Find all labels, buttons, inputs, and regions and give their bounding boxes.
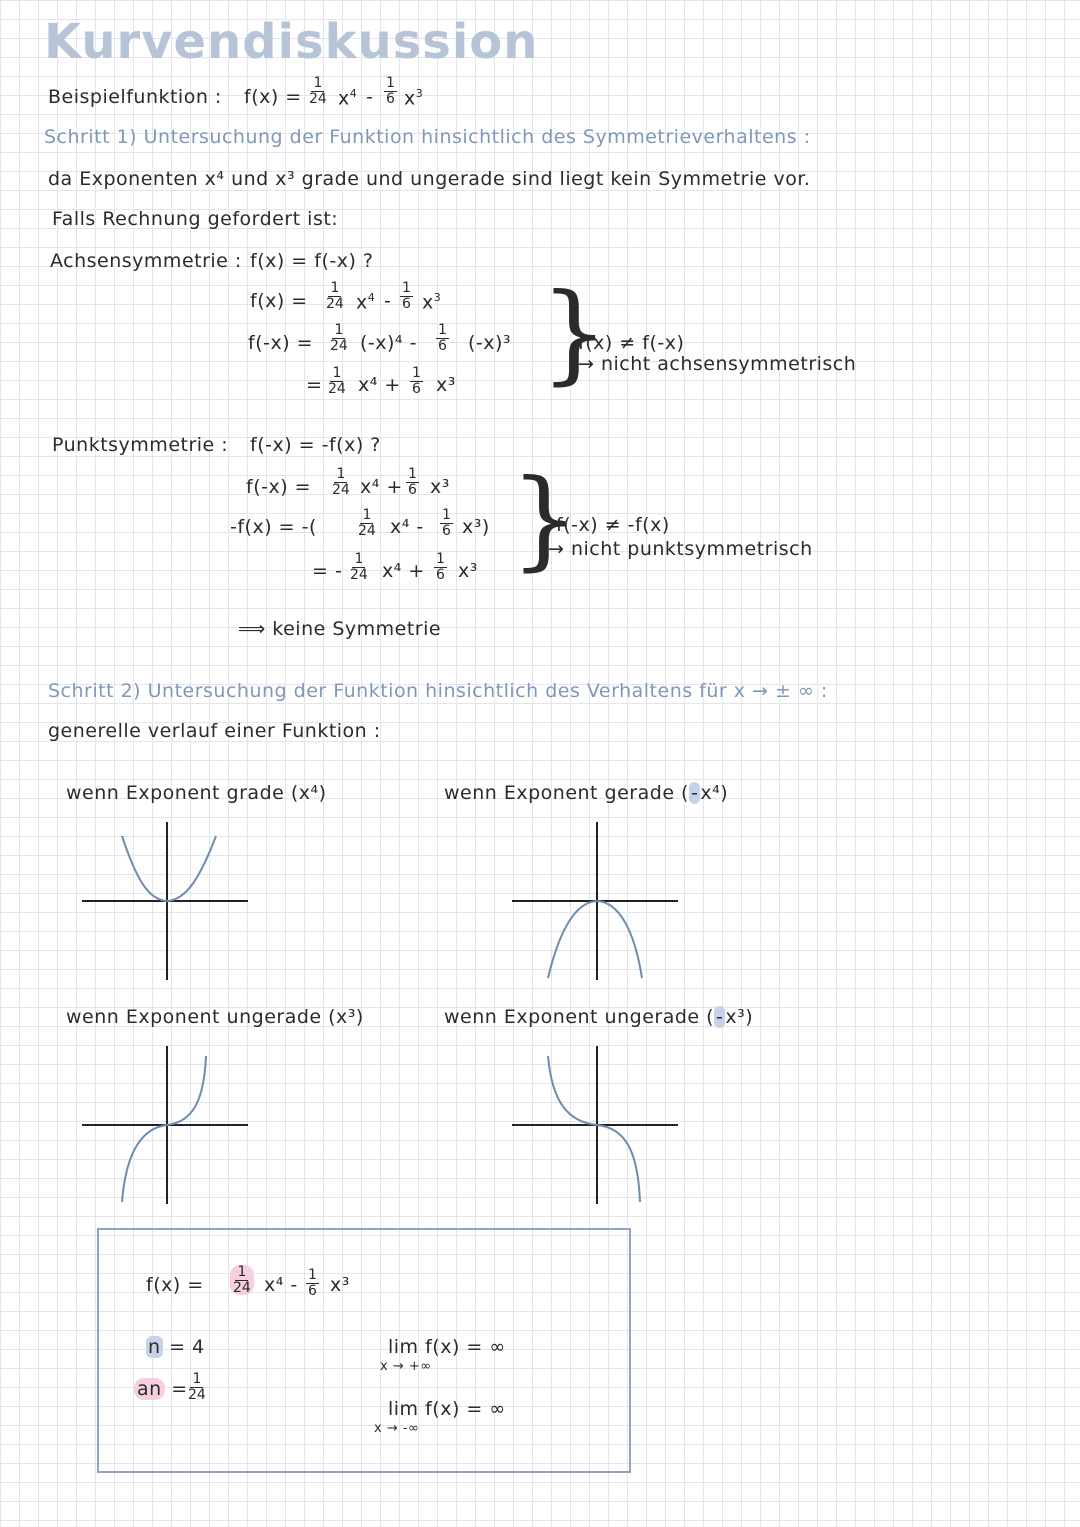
- point-line1-term-b: x³: [430, 476, 450, 498]
- point-line1-term-a: x⁴ +: [360, 476, 403, 498]
- point-sym-label: Punktsymmetrie :: [52, 434, 229, 456]
- axis-line1-lhs: f(x) =: [250, 290, 308, 312]
- point-line2-frac-b: $\frac{1}{6}$: [442, 507, 451, 539]
- point-brace-icon: }: [510, 457, 579, 582]
- point-line3-frac-a: $\frac{1}{24}$: [350, 551, 368, 583]
- box-an-frac: $\frac{1}{24}$: [188, 1371, 206, 1403]
- box-lhs: f(x) =: [146, 1274, 204, 1296]
- point-line3-term-b: x³: [458, 560, 478, 582]
- example-frac-2: $\frac{1}{6}$: [386, 75, 395, 107]
- axis-result-2: → nicht achsensymmetrisch: [578, 353, 857, 375]
- box-lim-plus-sub: x → +∞: [380, 1359, 432, 1374]
- graph4-label: wenn Exponent ungerade ( - x³): [444, 1006, 754, 1028]
- axis-line2-term-b: (-x)³: [468, 332, 512, 354]
- page-title: Kurvendiskussion: [44, 14, 539, 70]
- graph4-odd-negative: [508, 1042, 682, 1208]
- point-line2-frac-a: $\frac{1}{24}$: [358, 507, 376, 539]
- axis-line1-term-b: $x^3$: [422, 291, 442, 314]
- axis-line3-term-a: x⁴ +: [358, 374, 401, 396]
- axis-line2-frac-a: $\frac{1}{24}$: [330, 322, 348, 354]
- box-lim-plus: lim f(x) = ∞: [388, 1336, 506, 1358]
- point-line2-lhs: -f(x) = -(: [230, 516, 317, 538]
- graph2-even-negative: [508, 818, 682, 984]
- axis-line3-frac-a: $\frac{1}{24}$: [328, 365, 346, 397]
- axis-line1-frac-b: $\frac{1}{6}$: [402, 280, 411, 312]
- graph1-label: wenn Exponent grade (x⁴): [66, 782, 327, 804]
- point-line1-frac-b: $\frac{1}{6}$: [408, 466, 417, 498]
- point-line3-frac-b: $\frac{1}{6}$: [436, 551, 445, 583]
- point-line2-term-a: x⁴ -: [390, 516, 424, 538]
- box-term-a: x⁴ -: [264, 1274, 298, 1296]
- point-line3-term-a: x⁴ +: [382, 560, 425, 582]
- graph2-label: wenn Exponent gerade ( - x⁴): [444, 782, 729, 804]
- example-term-1: $x^4$: [338, 87, 358, 110]
- axis-result-1: f(x) ≠ f(-x): [578, 332, 685, 354]
- point-line1-lhs: f(-x) =: [246, 476, 312, 498]
- point-result-2: → nicht punktsymmetrisch: [548, 538, 813, 560]
- box-lim-minus-sub: x → -∞: [374, 1421, 420, 1436]
- step2-heading: Schritt 2) Untersuchung der Funktion hinsichtlich des Verhaltens für x → ± ∞ :: [48, 680, 828, 702]
- point-line1-frac-a: $\frac{1}{24}$: [332, 466, 350, 498]
- box-frac-b: $\frac{1}{6}$: [308, 1267, 317, 1299]
- axis-line2-term-a: (-x)⁴ -: [360, 332, 417, 354]
- axis-line1-term-a: $x^4$: [356, 291, 376, 314]
- step1-line2: Falls Rechnung gefordert ist:: [52, 208, 339, 230]
- point-sym-test: f(-x) = -f(x) ?: [250, 434, 381, 456]
- graph3-label: wenn Exponent ungerade (x³): [66, 1006, 364, 1028]
- example-frac-1: $\frac{1}{24}$: [309, 75, 327, 107]
- axis-brace-icon: }: [540, 271, 609, 396]
- axis-sym-label: Achsensymmetrie :: [50, 250, 242, 272]
- axis-line2-lhs: f(-x) =: [248, 332, 314, 354]
- box-frac-highlight: $\frac{1}{24}$: [230, 1265, 254, 1295]
- example-minus: -: [366, 86, 374, 108]
- point-line3-lhs: = -: [312, 560, 343, 582]
- point-line2-term-b: x³): [462, 516, 490, 538]
- box-n: n = 4: [148, 1336, 205, 1358]
- step1-heading: Schritt 1) Untersuchung der Funktion hinsichtlich des Symmetrieverhaltens :: [44, 126, 811, 148]
- example-lhs: f(x) =: [244, 86, 302, 108]
- box-an: an =: [134, 1380, 188, 1399]
- axis-line1-frac-a: $\frac{1}{24}$: [326, 280, 344, 312]
- point-result-1: f(-x) ≠ -f(x): [556, 514, 670, 536]
- box-lim-minus: lim f(x) = ∞: [388, 1398, 506, 1420]
- example-label: Beispielfunktion :: [48, 86, 222, 108]
- graph1-even-positive: [78, 818, 252, 984]
- axis-line1-minus: -: [384, 290, 392, 312]
- axis-line3-lhs: =: [306, 374, 323, 396]
- axis-line3-frac-b: $\frac{1}{6}$: [412, 365, 421, 397]
- box-term-b: x³: [330, 1274, 350, 1296]
- example-term-2: $x^3$: [404, 87, 424, 110]
- axis-line3-term-b: x³: [436, 374, 456, 396]
- axis-sym-test: f(x) = f(-x) ?: [250, 250, 374, 272]
- graph3-odd-positive: [78, 1042, 252, 1208]
- axis-line2-frac-b: $\frac{1}{6}$: [438, 322, 447, 354]
- step1-line1: da Exponenten x⁴ und x³ grade und ungerade sind liegt kein Symmetrie vor.: [48, 168, 811, 190]
- conclusion: ⟹ keine Symmetrie: [238, 618, 442, 640]
- step2-sub: generelle verlauf einer Funktion :: [48, 720, 381, 742]
